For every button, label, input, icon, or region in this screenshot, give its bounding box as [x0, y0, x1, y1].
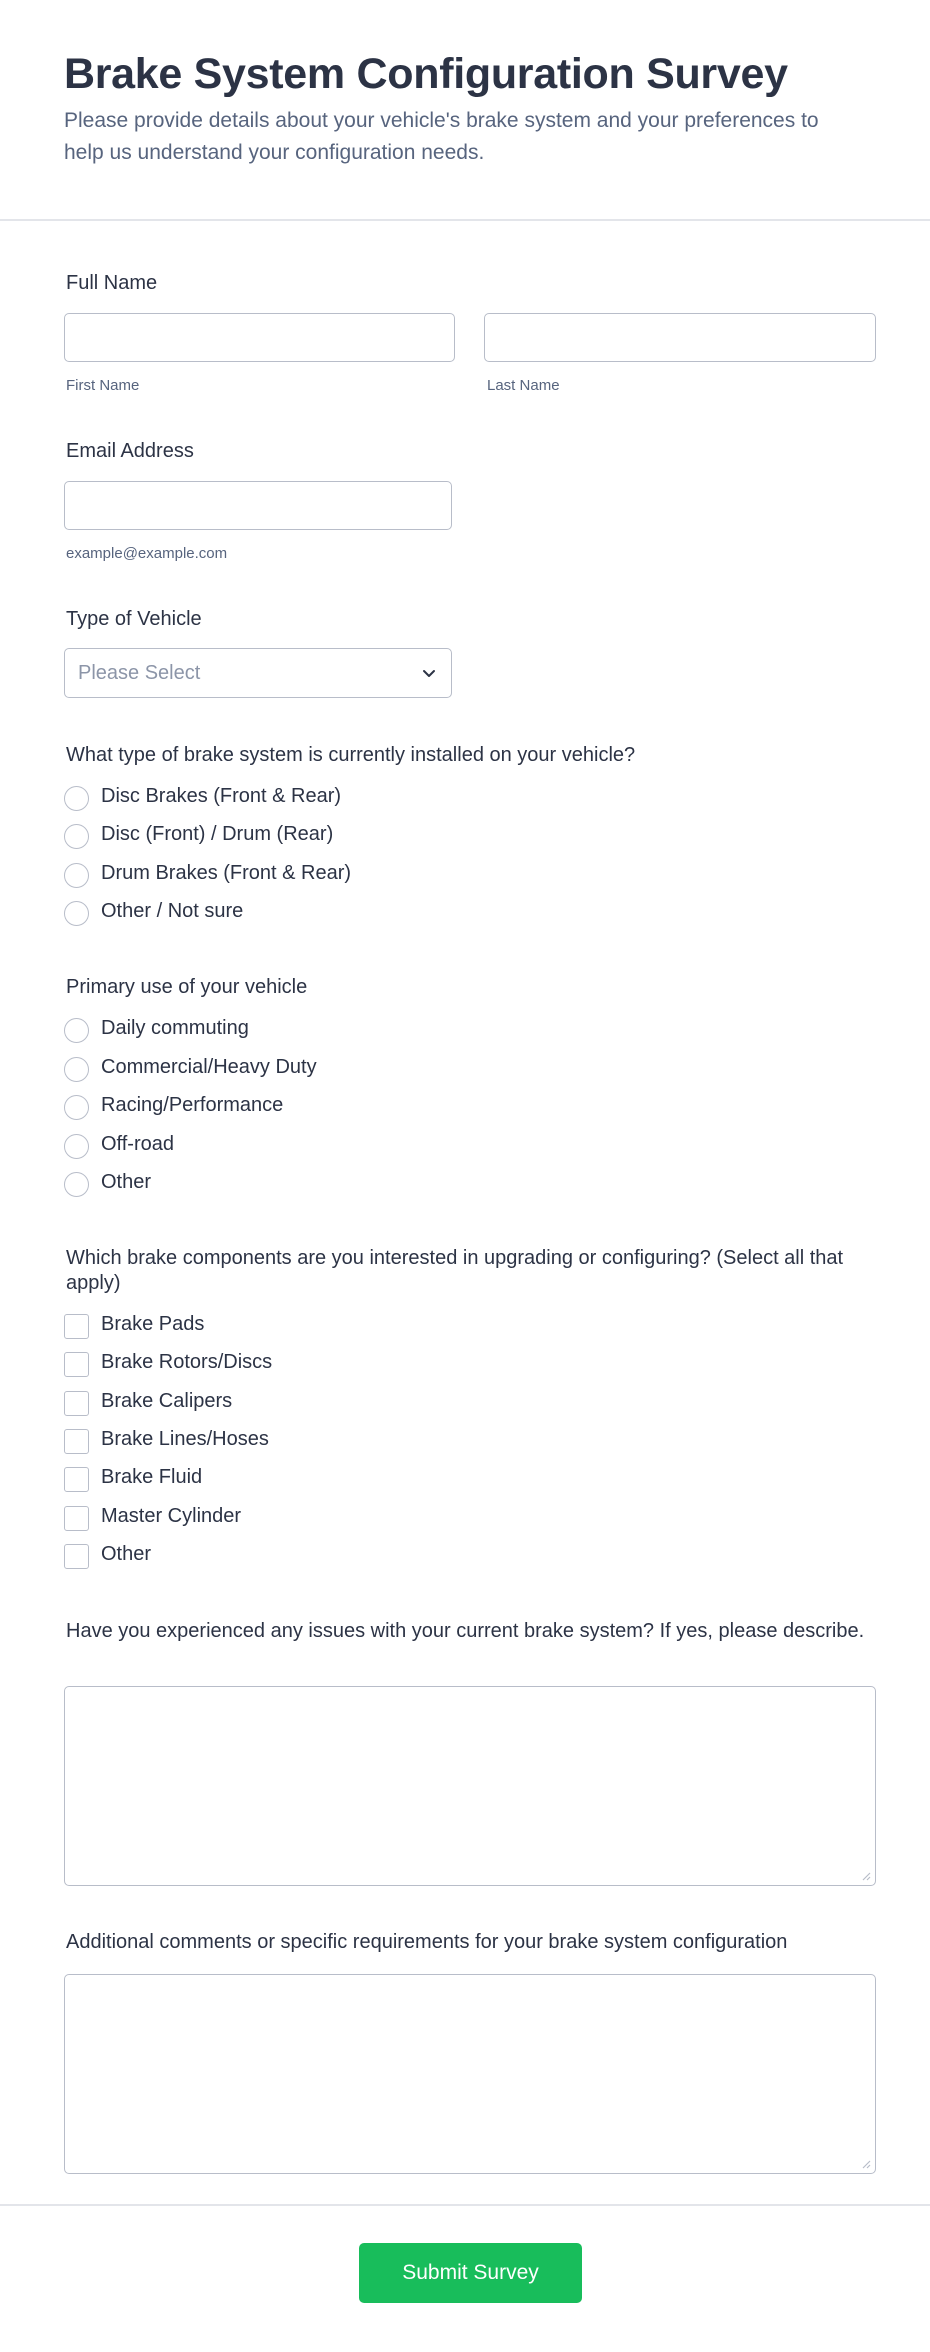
radio-button[interactable] [64, 824, 89, 849]
first-name-input[interactable] [64, 313, 455, 362]
option-label: Daily commuting [101, 1017, 249, 1039]
option-label: Master Cylinder [101, 1505, 242, 1527]
checkbox[interactable] [64, 1429, 89, 1454]
email-sublabel: example@example.com [66, 545, 228, 562]
option-label: Brake Pads [101, 1313, 205, 1335]
primary-use-option[interactable] [64, 1016, 564, 1044]
component-option[interactable] [64, 1389, 564, 1417]
issues-label: Have you experienced any issues with your current brake system? If yes, please describe. [66, 1620, 865, 1642]
primary-use-option[interactable] [64, 1170, 564, 1198]
component-option[interactable] [64, 1542, 564, 1570]
option-label: Off-road [101, 1133, 174, 1155]
email-label: Email Address [66, 440, 194, 462]
checkbox[interactable] [64, 1352, 89, 1377]
radio-button[interactable] [64, 1095, 89, 1120]
checkbox[interactable] [64, 1314, 89, 1339]
primary-use-option[interactable] [64, 1132, 564, 1160]
components-label: Which brake components are you interested in upgrading or configuring? (Select all that apply) [66, 1247, 844, 1294]
component-option[interactable] [64, 1465, 564, 1493]
brake-system-option[interactable] [64, 899, 564, 927]
component-option[interactable] [64, 1312, 564, 1340]
primary-use-option[interactable] [64, 1055, 564, 1083]
form-header [0, 0, 930, 221]
issues-textarea[interactable] [64, 1686, 876, 1886]
component-option[interactable] [64, 1504, 564, 1532]
brake-system-option[interactable] [64, 822, 564, 850]
radio-button[interactable] [64, 1172, 89, 1197]
email-input[interactable] [64, 481, 452, 530]
option-label: Brake Rotors/Discs [101, 1351, 273, 1373]
primary-use-label: Primary use of your vehicle [66, 976, 308, 998]
primary-use-option[interactable] [64, 1093, 564, 1121]
vehicle-type-select[interactable] [64, 648, 452, 698]
last-name-input[interactable] [484, 313, 876, 362]
option-label: Disc (Front) / Drum (Rear) [101, 823, 334, 845]
last-name-sublabel: Last Name [487, 377, 560, 394]
first-name-sublabel: First Name [66, 377, 140, 394]
radio-button[interactable] [64, 786, 89, 811]
submit-button[interactable]: Submit Survey [359, 2243, 582, 2303]
option-label: Racing/Performance [101, 1094, 284, 1116]
resize-grip-icon[interactable] [861, 1871, 871, 1881]
option-label: Disc Brakes (Front & Rear) [101, 785, 342, 807]
radio-button[interactable] [64, 1018, 89, 1043]
footer-divider [0, 2204, 930, 2206]
option-label: Other / Not sure [101, 900, 244, 922]
form-subtitle: Please provide details about your vehicle's brake system and your preferences to help us understand your configuration needs. [64, 109, 819, 164]
full-name-label: Full Name [66, 272, 158, 294]
comments-label: Additional comments or specific requirements for your brake system configuration [66, 1931, 788, 1953]
radio-button[interactable] [64, 1057, 89, 1082]
component-option[interactable] [64, 1427, 564, 1455]
brake-system-label: What type of brake system is currently installed on your vehicle? [66, 744, 636, 766]
checkbox[interactable] [64, 1544, 89, 1569]
vehicle-type-label: Type of Vehicle [66, 608, 202, 630]
option-label: Other [101, 1171, 152, 1193]
chevron-down-icon [419, 663, 439, 683]
option-label: Commercial/Heavy Duty [101, 1056, 317, 1078]
checkbox[interactable] [64, 1391, 89, 1416]
radio-button[interactable] [64, 901, 89, 926]
option-label: Brake Fluid [101, 1466, 203, 1488]
comments-textarea[interactable] [64, 1974, 876, 2174]
resize-grip-icon[interactable] [861, 2159, 871, 2169]
checkbox[interactable] [64, 1467, 89, 1492]
vehicle-type-selected: Please Select [78, 662, 201, 684]
component-option[interactable] [64, 1350, 564, 1378]
option-label: Drum Brakes (Front & Rear) [101, 862, 352, 884]
option-label: Brake Calipers [101, 1390, 233, 1412]
brake-system-option[interactable] [64, 861, 564, 889]
form-title: Brake System Configuration Survey [64, 50, 788, 98]
radio-button[interactable] [64, 863, 89, 888]
checkbox[interactable] [64, 1506, 89, 1531]
option-label: Other [101, 1543, 152, 1565]
radio-button[interactable] [64, 1134, 89, 1159]
option-label: Brake Lines/Hoses [101, 1428, 269, 1450]
brake-system-option[interactable] [64, 784, 564, 812]
